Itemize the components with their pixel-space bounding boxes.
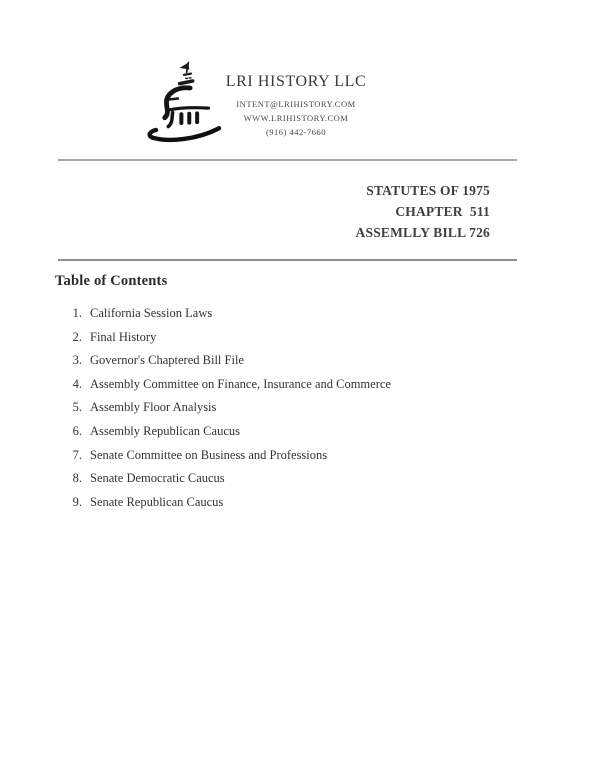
toc-item-label: Assembly Floor Analysis — [90, 400, 217, 415]
letterhead — [206, 72, 386, 139]
toc-item-label: Assembly Republican Caucus — [90, 423, 240, 438]
company-phone: (916) 442-7660 — [265, 127, 327, 137]
toc-item — [69, 330, 391, 354]
toc-item — [69, 377, 391, 401]
toc-item-label: California Session Laws — [90, 306, 213, 320]
toc-item-number: 6. — [72, 423, 82, 438]
toc-item-label: Senate Democratic Caucus — [90, 471, 225, 486]
toc-item-number: 4. — [72, 376, 82, 391]
toc-item — [69, 353, 391, 377]
toc-item-number: 7. — [72, 447, 82, 462]
toc-item-number: 8. — [72, 471, 82, 486]
toc-item — [69, 448, 391, 472]
toc-item-number: 3. — [72, 353, 82, 368]
toc-item-number: 2. — [72, 329, 82, 344]
toc-item — [69, 400, 391, 424]
company-name: LRI HISTORY LLC — [225, 73, 367, 90]
toc-item — [69, 495, 391, 519]
bill-reference-block — [356, 180, 490, 243]
toc-item-label: Assembly Committee on Finance, Insurance and Commerce — [90, 376, 391, 391]
toc-item-label: Final History — [90, 329, 157, 344]
toc-item-number: 1. — [72, 306, 82, 320]
toc-list — [69, 306, 391, 518]
toc-item — [69, 306, 391, 330]
toc-item-number: 9. — [72, 494, 82, 509]
assembly-bill-line: ASSEMLLY BILL 726 — [355, 225, 490, 240]
toc-item-label: Governor's Chaptered Bill File — [90, 353, 244, 368]
toc-item-label: Senate Republican Caucus — [90, 494, 224, 509]
horizontal-rule-top — [58, 159, 517, 161]
company-email: INTENT@LRIHISTORY.COM — [236, 99, 356, 109]
toc-title: Table of Contents — [55, 273, 168, 289]
toc-item — [69, 471, 391, 495]
company-website: WWW.LRIHISTORY.COM — [243, 113, 349, 123]
statutes-line: STATUTES OF 1975 — [366, 183, 490, 198]
toc-item-label: Senate Committee on Business and Professions — [90, 447, 328, 462]
toc-item — [69, 424, 391, 448]
horizontal-rule-bottom — [58, 259, 517, 261]
chapter-line: CHAPTER 511 — [395, 204, 490, 219]
toc-item-number: 5. — [72, 400, 82, 415]
